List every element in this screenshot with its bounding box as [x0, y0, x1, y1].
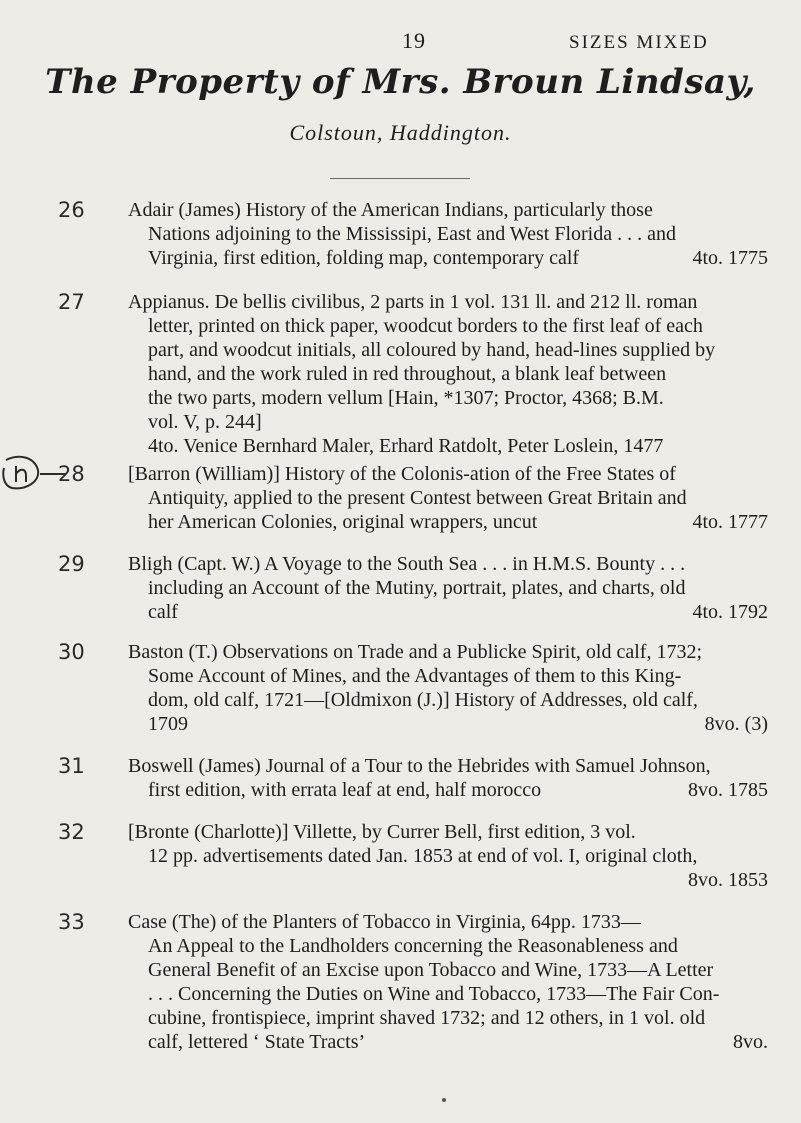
lot-line: Appianus. De bellis civilibus, 2 parts in 1 vol. 131 ll. and 212 ll. roman	[128, 291, 698, 313]
lot-line: Adair (James) History of the American Indians, particularly those	[128, 199, 653, 221]
lot-number: 32	[58, 820, 85, 844]
lot-line: 1709	[148, 713, 188, 735]
lot-line: calf, lettered ‘ State Tracts’	[148, 1031, 366, 1053]
page-header	[0, 28, 801, 58]
lot-description	[128, 910, 768, 1054]
lot-description	[128, 820, 768, 892]
lot-line: [Bronte (Charlotte)] Villette, by Currer Bell, first edition, 3 vol.	[128, 821, 636, 843]
lot-imprint: 4to. Venice Bernhard Maler, Erhard Ratdolt, Peter Loslein, 1477	[148, 435, 664, 457]
lot-format: 8vo. 1785	[688, 779, 768, 801]
lot-line: part, and woodcut initials, all coloured by hand, head-lines supplied by	[148, 339, 716, 361]
lot-format: 8vo.	[733, 1031, 768, 1053]
divider	[330, 178, 470, 179]
lot-line: first edition, with errata leaf at end, half morocco	[148, 779, 542, 801]
lot-line: hand, and the work ruled in red throughout, a blank leaf between	[148, 363, 667, 385]
lot-number: 33	[58, 910, 85, 934]
lot-format: 8vo. (3)	[704, 713, 768, 735]
lot-line: Case (The) of the Planters of Tobacco in Virginia, 64pp. 1733—	[128, 911, 641, 933]
lot-description	[128, 754, 768, 802]
lot-line: Some Account of Mines, and the Advantages of them to this King-	[148, 665, 682, 687]
lot-line: including an Account of the Mutiny, portrait, plates, and charts, old	[148, 577, 686, 599]
lot-description	[128, 198, 768, 270]
lot-line: Virginia, first edition, folding map, contemporary calf	[148, 247, 580, 269]
lot-format: 4to. 1775	[692, 247, 768, 269]
lot-line: vol. V, p. 244]	[148, 411, 262, 433]
lot-line: An Appeal to the Landholders concerning the Reasonableness and	[148, 935, 678, 957]
lot-number: 27	[58, 290, 85, 314]
lot-line: Bligh (Capt. W.) A Voyage to the South Sea . . . in H.M.S. Bounty . . .	[128, 553, 686, 575]
lot-line: calf	[148, 601, 178, 623]
lot-line: dom, old calf, 1721—[Oldmixon (J.)] History of Addresses, old calf,	[148, 689, 698, 711]
lot-description	[128, 462, 768, 534]
lot-format: 8vo. 1853	[688, 869, 768, 891]
lot-number: 29	[58, 552, 85, 576]
lot-line: cubine, frontispiece, imprint shaved 1732; and 12 others, in 1 vol. old	[148, 1007, 706, 1029]
lot-line: 12 pp. advertisements dated Jan. 1853 at end of vol. I, original cloth,	[148, 845, 698, 867]
ink-annotation-mark	[0, 452, 70, 492]
lot-description	[128, 290, 768, 458]
lot-line: Nations adjoining to the Mississipi, East and West Florida . . . and	[148, 223, 676, 245]
lot-line: Boswell (James) Journal of a Tour to the Hebrides with Samuel Johnson,	[128, 755, 711, 777]
lot-number: 26	[58, 198, 85, 222]
lot-line: Antiquity, applied to the present Contest between Great Britain and	[148, 487, 687, 509]
lot-line: her American Colonies, original wrappers, uncut	[148, 511, 538, 533]
lot-line: [Barron (William)] History of the Colonis-ation of the Free States of	[128, 463, 676, 485]
consignor-title: The Property of Mrs. Broun Lindsay,	[45, 62, 756, 102]
lot-description	[128, 640, 768, 736]
lot-line: the two parts, modern vellum [Hain, *1307; Proctor, 4368; B.M.	[148, 387, 664, 409]
lot-description	[128, 552, 768, 624]
lot-number: 28	[58, 462, 85, 486]
page-number: 19	[402, 28, 426, 53]
paper-speck	[442, 1098, 446, 1102]
section-label: SIZES MIXED	[569, 32, 709, 53]
lot-line: letter, printed on thick paper, woodcut borders to the first leaf of each	[148, 315, 703, 337]
lot-line: Baston (T.) Observations on Trade and a Publicke Spirit, old calf, 1732;	[128, 641, 702, 663]
lot-number: 30	[58, 640, 85, 664]
consignor-location: Colstoun, Haddington.	[289, 120, 512, 145]
lot-format: 4to. 1777	[692, 511, 768, 533]
lot-format: 4to. 1792	[692, 601, 768, 623]
lot-line: General Benefit of an Excise upon Tobacco and Wine, 1733—A Letter	[148, 959, 714, 981]
lot-number: 31	[58, 754, 85, 778]
lot-line: . . . Concerning the Duties on Wine and Tobacco, 1733—The Fair Con-	[148, 983, 720, 1005]
